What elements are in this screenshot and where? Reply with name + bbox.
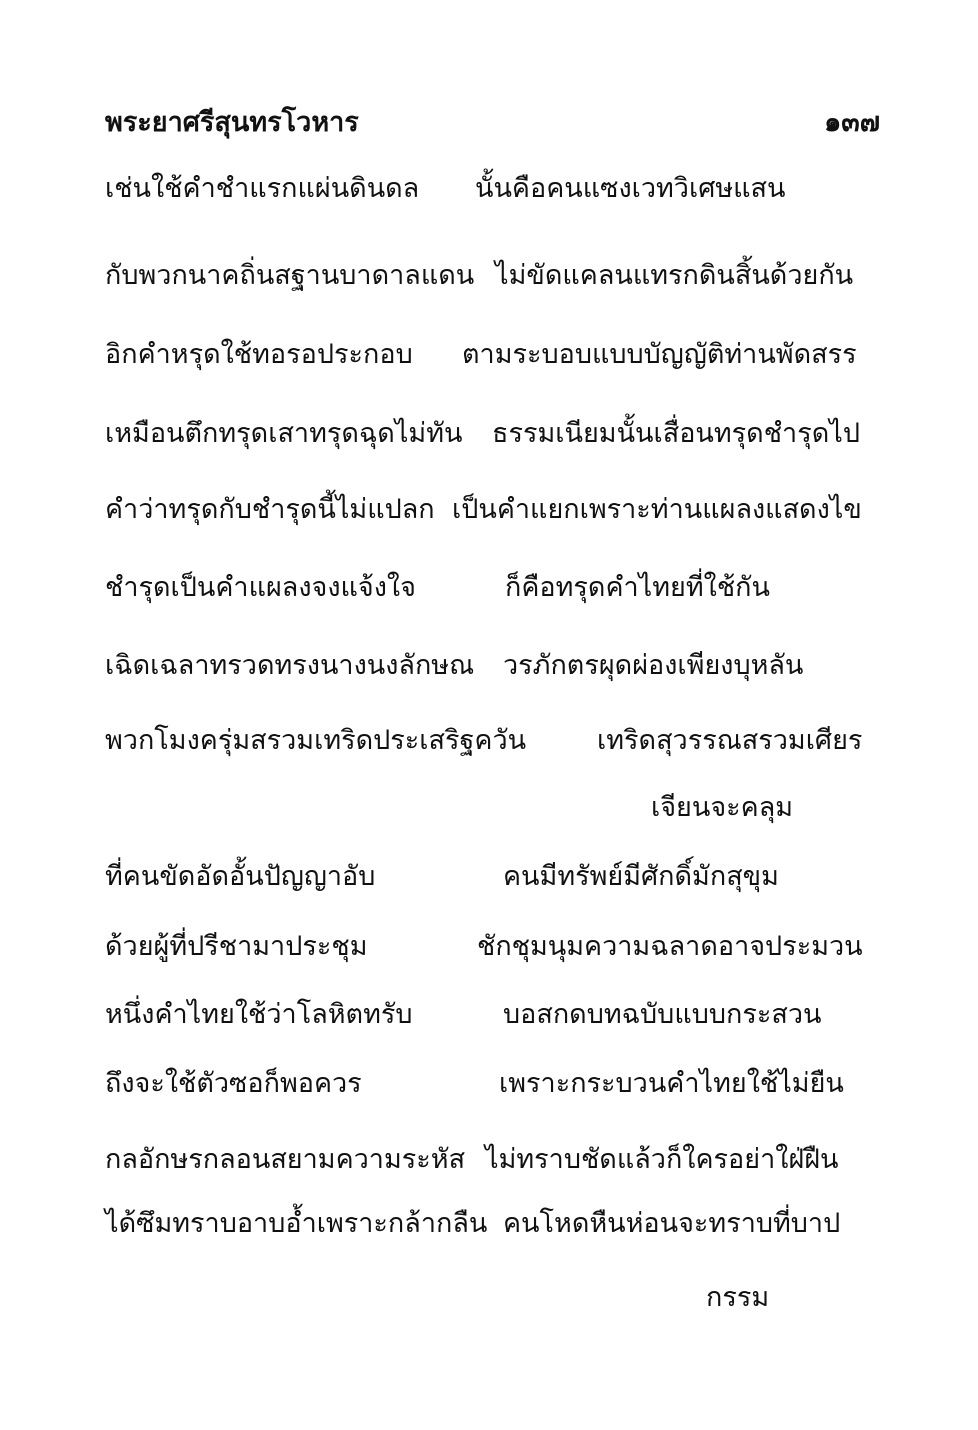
verse-first-half: อิกคำหรุดใช้ทอรอประกอบ [105,339,413,370]
verse-line [105,333,880,377]
verse-second-half: ชักชุมนุมความฉลาดอาจประมวน [477,931,863,962]
verse-second-half: ไม่ขัดแคลนแทรกดินสิ้นด้วยกัน [495,260,854,291]
verse-line [105,254,880,298]
verse-first-half: กับพวกนาคถิ่นสฐานบาดาลแดน [105,260,475,291]
verse-first-half: กลอักษรกลอนสยามความระหัส [105,1144,466,1175]
verse-second-half: วรภักตรผุดผ่องเพียงบุหลัน [503,650,804,681]
verse-second-half: ตามระบอบแบบบัญญัติท่านพัดสรร [462,339,857,370]
verse-second-half: เพราะกระบวนคำไทยใช้ไม่ยืน [499,1068,844,1099]
verse-first-half: เหมือนตึกทรุดเสาทรุดฉุดไม่ทัน [105,418,463,449]
verse-first-half: คำว่าทรุดกับชำรุดนี้ไม่แปลก [105,494,435,525]
verse-first-half: พวกโมงครุ่มสรวมเทริดประเสริฐควัน [105,725,527,756]
verse-first-half: ชำรุดเป็นคำแผลงจงแจ้งใจ [105,572,416,603]
page-header [105,100,880,144]
verse-second-half: เทริดสุวรรณสรวมเศียร [597,725,863,756]
verse-continuation: กรรม [706,1282,770,1313]
verse-second-half: บอสกดบทฉบับแบบกระสวน [503,999,822,1030]
verse-second-half: ไม่ทราบชัดแล้วก็ใครอย่าใฝ่ฝืน [485,1144,839,1175]
page-number: ๑๓๗ [824,107,880,138]
verse-first-half: เช่นใช้คำชำแรกแผ่นดินดล [105,173,420,204]
verse-first-half: เฉิดเฉลาทรวดทรงนางนงลักษณ [105,650,475,681]
verse-line [105,488,880,532]
verse-second-half: คนโหดหืนห่อนจะทราบที่บาป [503,1208,841,1239]
verse-continuation: เจียนจะคลุม [651,792,794,823]
verse-line [105,412,880,456]
running-title: พระยาศรีสุนทรโวหาร [105,107,359,138]
verse-line [105,719,880,763]
verse-line [105,566,880,610]
verse-first-half: ได้ซึมทราบอาบอ้ำเพราะกล้ากลืน [105,1208,488,1239]
verse-first-half: หนึ่งคำไทยใช้ว่าโลหิตทรับ [105,999,413,1030]
verse-second-half: นั้นคือคนแซงเวทวิเศษแสน [475,173,786,204]
verse-first-half: ถึงจะใช้ตัวซอก็พอควร [105,1068,362,1099]
verse-line [105,925,880,969]
verse-line [105,993,880,1037]
verse-line [105,855,880,899]
verse-second-half: เป็นคำแยกเพราะท่านแผลงแสดงไข [452,494,862,525]
verse-second-half: ธรรมเนียมนั้นเสื่อนทรุดชำรุดไป [492,418,860,449]
verse-line [105,167,880,211]
verse-first-half: ที่คนขัดอัดอั้นปัญญาอับ [105,861,376,892]
verse-first-half: ด้วยผู้ที่ปรีชามาประชุม [105,931,368,962]
verse-second-half: ก็คือทรุดคำไทยที่ใช้กัน [505,572,770,603]
verse-line [105,1138,880,1182]
verse-line [105,1062,880,1106]
verse-line [105,644,880,688]
verse-line [105,1202,880,1246]
verse-second-half: คนมีทรัพย์มีศักดิ์มักสุขุม [503,861,779,892]
